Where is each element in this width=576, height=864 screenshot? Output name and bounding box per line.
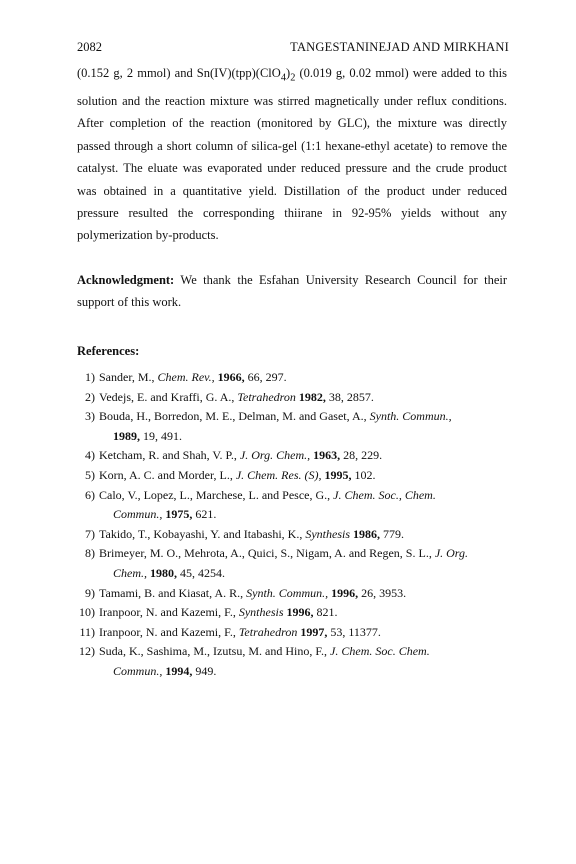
- reference-item: 10) Iranpoor, N. and Kazemi, F., Synthesis 1996, 821.: [79, 605, 338, 620]
- reference-item: 1) Sander, M., Chem. Rev., 1966, 66, 297.: [85, 369, 287, 384]
- acknowledgment-text: We thank the Esfahan University Research Council for their support of this work.: [77, 272, 507, 310]
- body-paragraph: (0.152 g, 2 mmol) and $Sn(IV)(tpp)(ClO_4)_2$ (0.019 g, 0.02 mmol) were added to this solution and the reaction mixture was stirred magnetically under reflux conditions. After completion of the reaction (monitored by GLC), the mixture was directly passed through a short column of silica-gel (1:1 hexane-ethyl acetate) to remove the catalyst. The eluate was evaporated under reduced pressure and the crude product was obtained in a quantitative yield. Distillation of the product under reduced pressure resulted the corresponding thiirane in 92-95% yields without any polymerization by-products.: [77, 66, 507, 243]
- reference-item: 3) Bouda, H., Borredon, M. E., Delman, M. and Gaset, A., Synth. Commun., 1989, 19, 491.: [85, 409, 452, 443]
- acknowledgment-label: Acknowledgment:: [77, 272, 175, 287]
- reference-item: 8) Brimeyer, M. O., Mehrota, A., Quici, S., Nigam, A. and Regen, S. L., J. Org. Chem., 1980, 45, 4254.: [85, 546, 469, 580]
- reference-item: 2) Vedejs, E. and Kraffi, G. A., Tetrahedron 1982, 38, 2857.: [85, 389, 374, 404]
- reference-item: 5) Korn, A. C. and Morder, L., J. Chem. Res. (S), 1995, 102.: [85, 467, 376, 482]
- page-number: 2082: [77, 40, 102, 54]
- reference-item: 4) Ketcham, R. and Shah, V. P., J. Org. Chem., 1963, 28, 229.: [85, 448, 383, 463]
- references-title: References:: [77, 343, 140, 358]
- reference-item: 6) Calo, V., Lopez, L., Marchese, L. and Pesce, G., J. Chem. Soc., Chem. Commun., 1975, 621.: [85, 487, 436, 522]
- reference-item: 7) Takido, T., Kobayashi, Y. and Itabashi, K., Synthesis 1986, 779.: [85, 526, 405, 541]
- references-list: [77, 368, 507, 682]
- reference-item: 12) Suda, K., Sashima, M., Izutsu, M. and Hino, F., J. Chem. Soc. Chem. Commun., 1994, 949.: [79, 644, 430, 678]
- page-body: [77, 62, 507, 681]
- running-head: TANGESTANINEJAD AND MIRKHANI: [290, 40, 509, 54]
- acknowledgment: [77, 269, 507, 314]
- reference-item: 9) Tamami, B. and Kiasat, A. R., Synth. Commun., 1996, 26, 3953.: [85, 585, 407, 600]
- reference-item: 11) Iranpoor, N. and Kazemi, F., Tetrahedron 1997, 53, 11377.: [79, 624, 381, 639]
